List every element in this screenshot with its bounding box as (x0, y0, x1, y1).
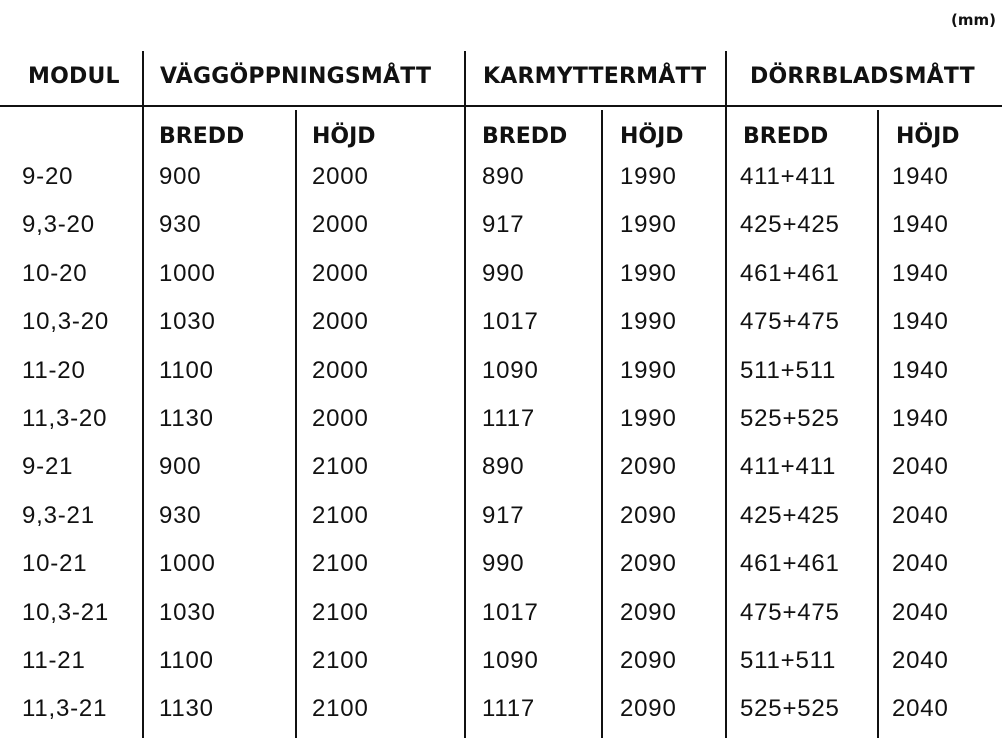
cell-vagg-bredd: 900 (159, 453, 202, 481)
cell-dorr-hojd: 2040 (892, 695, 949, 723)
cell-modul: 9-20 (22, 163, 74, 190)
subheader-karm-hojd: HÖJD (620, 124, 684, 149)
cell-modul: 9,3-21 (22, 501, 95, 529)
cell-vagg-hojd: 2100 (312, 598, 369, 626)
cell-dorr-bredd: 525+525 (740, 695, 840, 723)
cell-vagg-hojd: 2000 (312, 356, 369, 384)
subheader-karm-bredd: BREDD (482, 124, 568, 149)
table-row (0, 643, 1002, 691)
table-row (0, 691, 1002, 739)
cell-karm-bredd: 1090 (482, 646, 539, 674)
cell-vagg-hojd: 2100 (312, 453, 369, 481)
cell-vagg-bredd: 930 (159, 501, 202, 529)
cell-vagg-hojd: 2100 (312, 550, 369, 578)
table-row (0, 159, 1002, 207)
cell-dorr-hojd: 2040 (892, 550, 949, 578)
header-karmyttermatt: KARMYTTERMÅTT (483, 64, 707, 89)
cell-karm-hojd: 2090 (620, 598, 677, 626)
cell-vagg-bredd: 930 (159, 211, 202, 239)
cell-dorr-bredd: 411+411 (740, 163, 837, 190)
subheader-vagg-hojd: HÖJD (312, 124, 376, 149)
subheader-dorr-hojd: HÖJD (896, 124, 960, 149)
table-row (0, 546, 1002, 594)
cell-dorr-hojd: 1940 (892, 356, 949, 384)
cell-karm-hojd: 1990 (620, 356, 677, 384)
cell-vagg-bredd: 1130 (159, 695, 214, 723)
cell-dorr-hojd: 1940 (892, 259, 949, 287)
cell-modul: 10-21 (22, 550, 88, 578)
cell-dorr-hojd: 2040 (892, 501, 949, 529)
unit-label: (mm) (951, 11, 996, 29)
cell-vagg-hojd: 2100 (312, 501, 369, 529)
cell-vagg-hojd: 2000 (312, 259, 369, 287)
cell-karm-bredd: 917 (482, 211, 525, 239)
cell-dorr-bredd: 461+461 (740, 259, 840, 287)
cell-vagg-hojd: 2000 (312, 308, 369, 336)
header-dorrbladsmatt: DÖRRBLADSMÅTT (750, 64, 975, 89)
subheader-vagg-bredd: BREDD (159, 124, 245, 149)
cell-karm-hojd: 2090 (620, 695, 677, 723)
cell-dorr-bredd: 411+411 (740, 453, 837, 481)
cell-vagg-hojd: 2000 (312, 404, 369, 432)
cell-vagg-bredd: 900 (159, 163, 202, 190)
cell-dorr-bredd: 525+525 (740, 404, 840, 432)
table-row (0, 498, 1002, 546)
cell-karm-hojd: 1990 (620, 211, 677, 239)
table-row (0, 207, 1002, 255)
cell-modul: 11-21 (22, 646, 86, 674)
cell-modul: 11-20 (22, 356, 86, 384)
cell-vagg-hojd: 2100 (312, 646, 369, 674)
cell-vagg-bredd: 1030 (159, 308, 216, 336)
header-divider (0, 105, 1002, 107)
header-modul: MODUL (28, 64, 120, 89)
cell-dorr-bredd: 511+511 (740, 646, 837, 674)
cell-vagg-bredd: 1100 (159, 356, 214, 384)
cell-karm-bredd: 1117 (482, 695, 536, 723)
cell-dorr-hojd: 2040 (892, 646, 949, 674)
table-row (0, 353, 1002, 401)
table-row (0, 595, 1002, 643)
table-row (0, 401, 1002, 449)
cell-karm-bredd: 890 (482, 163, 525, 190)
cell-karm-bredd: 1017 (482, 598, 539, 626)
cell-modul: 10-20 (22, 259, 88, 287)
cell-dorr-bredd: 425+425 (740, 211, 840, 239)
cell-dorr-bredd: 425+425 (740, 501, 840, 529)
subheader-dorr-bredd: BREDD (743, 124, 829, 149)
cell-vagg-hojd: 2100 (312, 695, 369, 723)
data-table-body (0, 159, 1002, 740)
cell-vagg-hojd: 2000 (312, 163, 369, 190)
cell-vagg-bredd: 1000 (159, 259, 216, 287)
cell-vagg-bredd: 1030 (159, 598, 216, 626)
cell-karm-hojd: 1990 (620, 163, 677, 190)
table-row (0, 256, 1002, 304)
table-row (0, 449, 1002, 497)
cell-karm-hojd: 2090 (620, 501, 677, 529)
cell-dorr-hojd: 1940 (892, 404, 949, 432)
cell-vagg-hojd: 2000 (312, 211, 369, 239)
cell-vagg-bredd: 1100 (159, 646, 214, 674)
cell-vagg-bredd: 1130 (159, 404, 214, 432)
cell-karm-bredd: 1117 (482, 404, 536, 432)
cell-karm-bredd: 990 (482, 259, 525, 287)
cell-karm-hojd: 1990 (620, 404, 677, 432)
cell-dorr-hojd: 1940 (892, 163, 949, 190)
cell-modul: 11,3-21 (22, 695, 108, 723)
cell-karm-hojd: 2090 (620, 646, 677, 674)
cell-dorr-bredd: 475+475 (740, 308, 840, 336)
cell-karm-bredd: 1017 (482, 308, 539, 336)
cell-karm-bredd: 890 (482, 453, 525, 481)
table-row (0, 304, 1002, 352)
cell-dorr-hojd: 1940 (892, 308, 949, 336)
cell-vagg-bredd: 1000 (159, 550, 216, 578)
cell-modul: 10,3-21 (22, 598, 109, 626)
cell-dorr-bredd: 511+511 (740, 356, 837, 384)
cell-dorr-bredd: 461+461 (740, 550, 840, 578)
cell-modul: 9-21 (22, 453, 74, 481)
cell-dorr-bredd: 475+475 (740, 598, 840, 626)
cell-modul: 11,3-20 (22, 404, 108, 432)
cell-karm-hojd: 2090 (620, 550, 677, 578)
cell-dorr-hojd: 2040 (892, 453, 949, 481)
cell-karm-bredd: 990 (482, 550, 525, 578)
cell-dorr-hojd: 2040 (892, 598, 949, 626)
cell-karm-hojd: 2090 (620, 453, 677, 481)
cell-karm-bredd: 917 (482, 501, 525, 529)
cell-dorr-hojd: 1940 (892, 211, 949, 239)
cell-karm-hojd: 1990 (620, 259, 677, 287)
header-vaggoppningsmatt: VÄGGÖPPNINGSMÅTT (160, 64, 432, 89)
cell-karm-bredd: 1090 (482, 356, 539, 384)
cell-modul: 9,3-20 (22, 211, 95, 239)
cell-karm-hojd: 1990 (620, 308, 677, 336)
cell-modul: 10,3-20 (22, 308, 109, 336)
